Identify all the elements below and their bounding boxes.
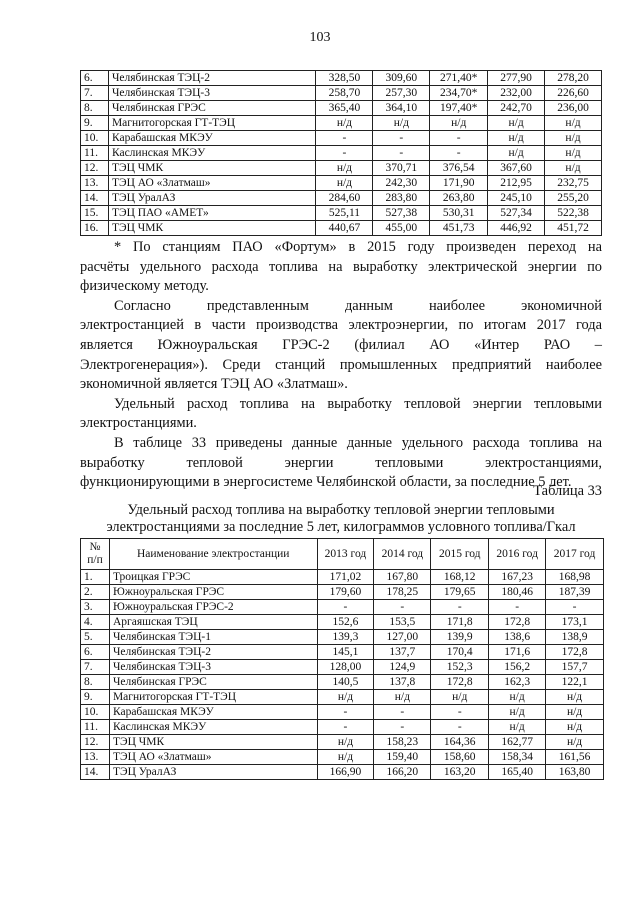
header-2014: 2014 год xyxy=(374,539,431,570)
value-2014: - xyxy=(373,131,430,146)
value-2014: 158,23 xyxy=(374,735,431,750)
value-2017: н/д xyxy=(545,161,602,176)
value-2017: 278,20 xyxy=(545,71,602,86)
value-2014: 455,00 xyxy=(373,221,430,236)
row-number: 6. xyxy=(81,71,109,86)
header-2013: 2013 год xyxy=(317,539,374,570)
fuel-consumption-heat-table xyxy=(80,538,604,780)
value-2016: 172,8 xyxy=(489,615,546,630)
value-2013: 440,67 xyxy=(316,221,373,236)
station-name: ТЭЦ УралАЗ xyxy=(108,191,316,206)
value-2014: 159,40 xyxy=(374,750,431,765)
value-2015: 163,20 xyxy=(431,765,489,780)
table-row xyxy=(81,86,602,101)
value-2016: н/д xyxy=(489,720,546,735)
value-2015: 172,8 xyxy=(431,675,489,690)
row-number: 11. xyxy=(81,146,109,161)
value-2017: 451,72 xyxy=(545,221,602,236)
station-name: Челябинская ТЭЦ-2 xyxy=(108,71,316,86)
paragraph-3-line-3: функционирующими в энергосистеме Челябинской области, за последние 5 лет. xyxy=(80,474,572,491)
station-name: Южноуральская ГРЭС-2 xyxy=(109,600,317,615)
table-row xyxy=(81,615,604,630)
table-row xyxy=(81,191,602,206)
value-2016: 245,10 xyxy=(488,191,545,206)
table-caption-line-1: Удельный расход топлива на выработку тепловой энергии тепловыми xyxy=(127,502,555,518)
value-2017: 161,56 xyxy=(546,750,604,765)
value-2015: - xyxy=(430,146,488,161)
station-name: Каслинская МКЭУ xyxy=(108,146,316,161)
row-number: 13. xyxy=(81,176,109,191)
value-2013: 365,40 xyxy=(316,101,373,116)
footnote-line-1: * По станциям ПАО «Фортум» в 2015 году произведен переход на xyxy=(114,239,602,255)
value-2016: 138,6 xyxy=(489,630,546,645)
value-2015: - xyxy=(431,705,489,720)
footnote-line-3: физическому методу. xyxy=(80,278,209,295)
value-2015: - xyxy=(431,720,489,735)
station-name: Челябинская ТЭЦ-1 xyxy=(109,630,317,645)
value-2014: 137,8 xyxy=(374,675,431,690)
station-name: Челябинская ГРЭС xyxy=(109,675,317,690)
value-2013: - xyxy=(317,705,374,720)
value-2015: 168,12 xyxy=(431,570,489,585)
row-number: 12. xyxy=(81,735,110,750)
value-2016: 162,77 xyxy=(489,735,546,750)
table-row xyxy=(81,765,604,780)
value-2017: 122,1 xyxy=(546,675,604,690)
value-2017: н/д xyxy=(546,690,604,705)
value-2013: н/д xyxy=(317,690,374,705)
station-name: Челябинская ТЭЦ-3 xyxy=(108,86,316,101)
value-2017: 173,1 xyxy=(546,615,604,630)
value-2014: 137,7 xyxy=(374,645,431,660)
value-2013: 128,00 xyxy=(317,660,374,675)
table-row xyxy=(81,131,602,146)
value-2016: 165,40 xyxy=(489,765,546,780)
value-2013: 284,60 xyxy=(316,191,373,206)
paragraph-1-line-1: Согласно представленным данным наиболее экономичной xyxy=(114,297,602,314)
value-2016: н/д xyxy=(488,116,545,131)
value-2017: н/д xyxy=(546,735,604,750)
value-2014: - xyxy=(374,705,431,720)
value-2014: 242,30 xyxy=(373,176,430,191)
table-row xyxy=(81,630,604,645)
value-2014: - xyxy=(374,720,431,735)
value-2016: 162,3 xyxy=(489,675,546,690)
value-2016: 242,70 xyxy=(488,101,545,116)
table-row xyxy=(81,71,602,86)
value-2016: 367,60 xyxy=(488,161,545,176)
table-row xyxy=(81,600,604,615)
value-2015: 197,40* xyxy=(430,101,488,116)
value-2013: 140,5 xyxy=(317,675,374,690)
value-2014: 124,9 xyxy=(374,660,431,675)
table-caption-line-2: электростанциями за последние 5 лет, килограммов условного топлива/Гкал xyxy=(106,519,576,535)
value-2017: н/д xyxy=(545,116,602,131)
page-number: 103 xyxy=(309,30,331,45)
value-2014: 309,60 xyxy=(373,71,430,86)
table-row xyxy=(81,101,602,116)
row-number: 3. xyxy=(81,600,110,615)
value-2016: 167,23 xyxy=(489,570,546,585)
value-2014: 364,10 xyxy=(373,101,430,116)
value-2015: н/д xyxy=(430,116,488,131)
value-2016: 180,46 xyxy=(489,585,546,600)
value-2016: 158,34 xyxy=(489,750,546,765)
row-number: 6. xyxy=(81,645,110,660)
value-2013: н/д xyxy=(316,161,373,176)
value-2015: 152,3 xyxy=(431,660,489,675)
paragraph-1-line-5: экономичной является ТЭЦ АО «Златмаш». xyxy=(80,376,348,393)
value-2013: н/д xyxy=(316,116,373,131)
value-2016: 212,95 xyxy=(488,176,545,191)
value-2017: 172,8 xyxy=(546,645,604,660)
paragraph-3-line-2: выработку тепловой энергии тепловыми электростанциями, xyxy=(80,454,602,471)
row-number: 7. xyxy=(81,660,110,675)
station-name: Карабашская МКЭУ xyxy=(109,705,317,720)
row-number: 7. xyxy=(81,86,109,101)
station-name: Аргаяшская ТЭЦ xyxy=(109,615,317,630)
value-2014: 283,80 xyxy=(373,191,430,206)
value-2015: н/д xyxy=(431,690,489,705)
row-number: 9. xyxy=(81,116,109,131)
table-row xyxy=(81,206,602,221)
header-2017: 2017 год xyxy=(546,539,604,570)
station-name: Магнитогорская ГТ-ТЭЦ xyxy=(108,116,316,131)
value-2017: н/д xyxy=(546,705,604,720)
row-number: 8. xyxy=(81,101,109,116)
value-2015: - xyxy=(430,131,488,146)
value-2017: 157,7 xyxy=(546,660,604,675)
station-name: Каслинская МКЭУ xyxy=(109,720,317,735)
row-number: 13. xyxy=(81,750,110,765)
table-row xyxy=(81,705,604,720)
station-name: ТЭЦ ЧМК xyxy=(108,221,316,236)
station-name: Челябинская ГРЭС xyxy=(108,101,316,116)
table-row xyxy=(81,570,604,585)
value-2013: 328,50 xyxy=(316,71,373,86)
value-2014: - xyxy=(374,600,431,615)
value-2015: 158,60 xyxy=(431,750,489,765)
value-2017: 255,20 xyxy=(545,191,602,206)
row-number: 12. xyxy=(81,161,109,176)
header-2016: 2016 год xyxy=(489,539,546,570)
value-2016: н/д xyxy=(489,690,546,705)
row-number: 2. xyxy=(81,585,110,600)
value-2013: - xyxy=(317,720,374,735)
value-2013: - xyxy=(316,131,373,146)
table-row xyxy=(81,675,604,690)
row-number: 16. xyxy=(81,221,109,236)
station-name: ТЭЦ ЧМК xyxy=(108,161,316,176)
value-2014: 153,5 xyxy=(374,615,431,630)
value-2013: 166,90 xyxy=(317,765,374,780)
header-2015: 2015 год xyxy=(431,539,489,570)
row-number: 15. xyxy=(81,206,109,221)
value-2015: 179,65 xyxy=(431,585,489,600)
value-2017: 138,9 xyxy=(546,630,604,645)
value-2013: 139,3 xyxy=(317,630,374,645)
value-2017: н/д xyxy=(545,146,602,161)
table-row xyxy=(81,161,602,176)
value-2015: 170,4 xyxy=(431,645,489,660)
row-number: 8. xyxy=(81,675,110,690)
row-number: 4. xyxy=(81,615,110,630)
value-2016: 171,6 xyxy=(489,645,546,660)
value-2014: 370,71 xyxy=(373,161,430,176)
fuel-consumption-electric-table xyxy=(80,70,602,236)
value-2014: 127,00 xyxy=(374,630,431,645)
paragraph-3-line-1: В таблице 33 приведены данные данные удельного расхода топлива на xyxy=(114,435,602,451)
value-2014: - xyxy=(373,146,430,161)
value-2013: - xyxy=(317,600,374,615)
value-2013: н/д xyxy=(317,750,374,765)
value-2017: - xyxy=(546,600,604,615)
value-2015: 139,9 xyxy=(431,630,489,645)
value-2017: 236,00 xyxy=(545,101,602,116)
value-2017: н/д xyxy=(546,720,604,735)
table1-body xyxy=(81,71,602,236)
table-row xyxy=(81,585,604,600)
table-row xyxy=(81,660,604,675)
value-2015: 376,54 xyxy=(430,161,488,176)
row-number: 10. xyxy=(81,705,110,720)
paragraph-1-line-2: электростанцией в части производства электроэнергии, по итогам 2017 года xyxy=(80,317,602,334)
table-row xyxy=(81,690,604,705)
value-2014: н/д xyxy=(373,116,430,131)
value-2014: 178,25 xyxy=(374,585,431,600)
value-2013: н/д xyxy=(317,735,374,750)
value-2017: 168,98 xyxy=(546,570,604,585)
value-2013: н/д xyxy=(316,176,373,191)
table-row xyxy=(81,176,602,191)
table-label: Таблица 33 xyxy=(533,483,602,499)
value-2015: 171,8 xyxy=(431,615,489,630)
value-2015: 171,90 xyxy=(430,176,488,191)
table-row xyxy=(81,720,604,735)
value-2016: 156,2 xyxy=(489,660,546,675)
paragraph-2-line-1: Удельный расход топлива на выработку тепловой энергии тепловыми xyxy=(114,395,602,412)
value-2016: 527,34 xyxy=(488,206,545,221)
value-2016: 446,92 xyxy=(488,221,545,236)
station-name: Магнитогорская ГТ-ТЭЦ xyxy=(109,690,317,705)
station-name: ТЭЦ АО «Златмаш» xyxy=(109,750,317,765)
value-2016: - xyxy=(489,600,546,615)
row-number: 14. xyxy=(81,765,110,780)
value-2017: 522,38 xyxy=(545,206,602,221)
value-2016: н/д xyxy=(488,146,545,161)
table2-header-row xyxy=(81,539,604,570)
table2-body xyxy=(81,570,604,780)
table-row xyxy=(81,750,604,765)
value-2014: 257,30 xyxy=(373,86,430,101)
station-name: Троицкая ГРЭС xyxy=(109,570,317,585)
row-number: 11. xyxy=(81,720,110,735)
paragraph-2-line-2: электростанциями. xyxy=(80,415,197,432)
value-2013: 145,1 xyxy=(317,645,374,660)
row-number: 5. xyxy=(81,630,110,645)
header-name: Наименование электростанции xyxy=(109,539,317,570)
value-2014: н/д xyxy=(374,690,431,705)
value-2014: 527,38 xyxy=(373,206,430,221)
value-2016: н/д xyxy=(488,131,545,146)
table-row xyxy=(81,116,602,131)
value-2017: 163,80 xyxy=(546,765,604,780)
value-2014: 167,80 xyxy=(374,570,431,585)
value-2015: 263,80 xyxy=(430,191,488,206)
station-name: Карабашская МКЭУ xyxy=(108,131,316,146)
paragraph-1-line-4: Электрогенерация»). Среди станций промышленных предприятий наиболее xyxy=(80,356,602,373)
value-2015: 271,40* xyxy=(430,71,488,86)
table-row xyxy=(81,735,604,750)
footnote-line-2: расчёты удельного расхода топлива на выработку электрической энергии по xyxy=(80,258,602,275)
value-2013: - xyxy=(316,146,373,161)
value-2015: 164,36 xyxy=(431,735,489,750)
value-2013: 171,02 xyxy=(317,570,374,585)
value-2015: - xyxy=(431,600,489,615)
row-number: 10. xyxy=(81,131,109,146)
value-2013: 179,60 xyxy=(317,585,374,600)
paragraph-1-line-3: является Южноуральская ГРЭС-2 (филиал АО «Интер РАО – xyxy=(80,337,602,353)
value-2015: 451,73 xyxy=(430,221,488,236)
station-name: Челябинская ТЭЦ-3 xyxy=(109,660,317,675)
value-2017: н/д xyxy=(545,131,602,146)
row-number: 14. xyxy=(81,191,109,206)
value-2017: 187,39 xyxy=(546,585,604,600)
station-name: ТЭЦ АО «Златмаш» xyxy=(108,176,316,191)
table-row xyxy=(81,146,602,161)
table-row xyxy=(81,645,604,660)
value-2016: 232,00 xyxy=(488,86,545,101)
value-2017: 226,60 xyxy=(545,86,602,101)
header-num: № п/п xyxy=(81,539,110,570)
station-name: Челябинская ТЭЦ-2 xyxy=(109,645,317,660)
value-2013: 525,11 xyxy=(316,206,373,221)
value-2013: 258,70 xyxy=(316,86,373,101)
station-name: ТЭЦ ЧМК xyxy=(109,735,317,750)
row-number: 1. xyxy=(81,570,110,585)
station-name: ТЭЦ ПАО «АМЕТ» xyxy=(108,206,316,221)
value-2014: 166,20 xyxy=(374,765,431,780)
value-2013: 152,6 xyxy=(317,615,374,630)
station-name: ТЭЦ УралАЗ xyxy=(109,765,317,780)
row-number: 9. xyxy=(81,690,110,705)
value-2016: н/д xyxy=(489,705,546,720)
value-2015: 530,31 xyxy=(430,206,488,221)
value-2016: 277,90 xyxy=(488,71,545,86)
value-2017: 232,75 xyxy=(545,176,602,191)
station-name: Южноуральская ГРЭС xyxy=(109,585,317,600)
table-row xyxy=(81,221,602,236)
value-2015: 234,70* xyxy=(430,86,488,101)
